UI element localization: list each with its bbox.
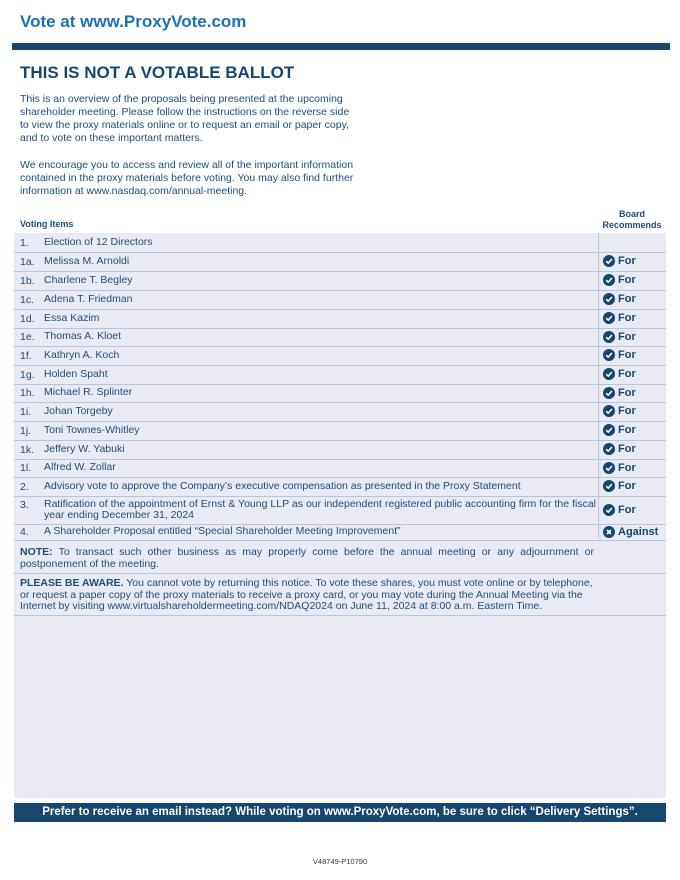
item-number: 1.: [20, 237, 29, 249]
board-header-line-1: Board: [618, 209, 645, 219]
recommend-for: [603, 349, 636, 361]
check-circle-icon: [603, 274, 618, 286]
recommendation-label: For: [618, 255, 636, 267]
item-text: Kathryn A. Koch: [44, 349, 120, 361]
check-circle-icon: [603, 405, 618, 417]
item-number: 1g.: [20, 369, 35, 381]
item-text: Thomas A. Kloet: [44, 330, 122, 342]
table-row: [14, 384, 666, 403]
recommendation-label: For: [618, 387, 636, 399]
item-number: 1c.: [20, 294, 35, 306]
check-circle-icon: [603, 424, 618, 436]
item-text: Jeffery W. Yabuki: [44, 443, 125, 455]
voting-items-header: Voting Items: [20, 219, 74, 229]
item-number: 1e.: [20, 331, 35, 343]
item-text: Toni Townes-Whitley: [44, 424, 140, 436]
page-title: THIS IS NOT A VOTABLE BALLOT: [20, 63, 295, 82]
header-bar: [12, 43, 670, 50]
table-row: [14, 459, 666, 478]
item-number: 3.: [20, 499, 29, 511]
board-header-line-2: Recommends: [602, 219, 662, 230]
check-circle-icon: [603, 480, 618, 492]
item-number: 1f.: [20, 350, 32, 362]
table-row: [14, 496, 666, 525]
item-text: Holden Spaht: [44, 368, 108, 380]
recommend-for: [603, 368, 636, 380]
check-circle-icon: [603, 443, 618, 455]
note-text: [20, 547, 594, 570]
recommend-for: [603, 405, 636, 417]
check-circle-icon: [603, 349, 618, 361]
check-circle-icon: [603, 387, 618, 399]
table-row: [14, 402, 666, 422]
recommendation-label: For: [618, 504, 636, 516]
item-text: Johan Torgeby: [44, 405, 113, 417]
check-circle-icon: [603, 255, 618, 267]
table-row: [14, 440, 666, 460]
item-text: Adena T. Friedman: [44, 293, 133, 305]
x-circle-icon: [603, 526, 618, 538]
check-circle-icon: [603, 312, 618, 324]
board-recommends-header: [596, 209, 668, 230]
intro-paragraph-2: We encourage you to access and review all of the important information contained in the proxy materials before voting. You may also find further information at www.nasdaq.com/annual-meeting.: [20, 159, 354, 197]
recommend-for: [603, 480, 636, 492]
item-text: Ratification of the appointment of Ernst & Young LLP as our independent registered public accounting firm for the fiscal year ending December 31, 2024: [44, 498, 596, 521]
item-number: 1d.: [20, 313, 35, 325]
item-text: Michael R. Splinter: [44, 386, 133, 398]
intro-paragraph-1: This is an overview of the proposals being presented at the upcoming shareholder meeting. Please follow the instructions on the reverse side to view the proxy materials online or to request an email or paper copy, and to vote on these important matters.: [20, 93, 350, 144]
recommendation-label: Against: [618, 526, 659, 538]
recommend-for: [603, 424, 636, 436]
delivery-settings-banner: Prefer to receive an email instead? While voting on www.ProxyVote.com, be sure to click “Delivery Settings”.: [14, 803, 666, 822]
recommendation-label: For: [618, 293, 636, 305]
recommendation-label: For: [618, 405, 636, 417]
item-number: 1b.: [20, 275, 35, 287]
vote-url-header: Vote at www.ProxyVote.com: [20, 12, 247, 31]
aware-body: You cannot vote by returning this notice. To vote these shares, you must vote online or by telephone, or request a paper copy of the proxy materials to receive a proxy card, or you may vote during the Annual Meeting via the Internet by visiting www.virtualshareholdermeeting.com/NDAQ2024 on June 11, 2024 at 8:00 a.m. Eastern Time.: [20, 577, 593, 612]
recommend-for: [603, 443, 636, 455]
recommendation-label: For: [618, 443, 636, 455]
note-label: NOTE:: [20, 546, 53, 558]
check-circle-icon: [603, 293, 618, 305]
recommend-for: [603, 293, 636, 305]
check-circle-icon: [603, 368, 618, 380]
recommendation-label: For: [618, 368, 636, 380]
recommendation-label: For: [618, 312, 636, 324]
recommend-for: [603, 255, 636, 267]
check-circle-icon: [603, 331, 618, 343]
item-number: 1k.: [20, 444, 35, 456]
item-text: A Shareholder Proposal entitled “Special Shareholder Meeting Improvement”: [44, 525, 401, 537]
item-text: Election of 12 Directors: [44, 236, 153, 248]
table-row: [14, 328, 666, 347]
recommendation-label: For: [618, 462, 636, 474]
item-number: 1j.: [20, 425, 32, 437]
table-row: [14, 290, 666, 310]
item-number: 4.: [20, 526, 29, 538]
item-number: 2.: [20, 481, 29, 493]
recommend-for: [603, 274, 636, 286]
recommendation-label: For: [618, 480, 636, 492]
table-row: [14, 233, 666, 253]
table-row: [14, 365, 666, 385]
check-circle-icon: [603, 504, 618, 516]
recommend-for: [603, 312, 636, 324]
table-row: [14, 524, 666, 541]
table-row: [14, 346, 666, 366]
aware-text: [20, 578, 596, 613]
table-row: [14, 271, 666, 291]
item-text: Advisory vote to approve the Company’s executive compensation as presented in the Proxy Statement: [44, 480, 521, 492]
document-code: V48749-P10790: [312, 857, 368, 866]
item-number: 1l.: [20, 462, 32, 474]
table-row: [14, 309, 666, 329]
recommend-for: [603, 504, 636, 516]
recommendation-label: For: [618, 349, 636, 361]
item-text: Alfred W. Zollar: [44, 461, 116, 473]
check-circle-icon: [603, 462, 618, 474]
table-row: [14, 477, 666, 497]
recommendation-label: For: [618, 424, 636, 436]
item-number: 1h.: [20, 387, 35, 399]
note-body: To transact such other business as may properly come before the annual meeting or any adjournment or postponement of the meeting.: [20, 546, 594, 570]
recommendation-label: For: [618, 274, 636, 286]
recommend-against: [603, 526, 658, 538]
item-text: Charlene T. Begley: [44, 274, 133, 286]
aware-label: PLEASE BE AWARE.: [20, 577, 124, 589]
item-text: Melissa M. Arnoldi: [44, 255, 130, 267]
recommend-for: [603, 331, 636, 343]
table-row: [14, 252, 666, 272]
item-number: 1a.: [20, 256, 35, 268]
recommendation-label: For: [618, 331, 636, 343]
recommend-for: [603, 462, 636, 474]
recommend-for: [603, 387, 636, 399]
item-text: Essa Kazim: [44, 312, 100, 324]
table-row: [14, 421, 666, 441]
item-number: 1i.: [20, 406, 32, 418]
